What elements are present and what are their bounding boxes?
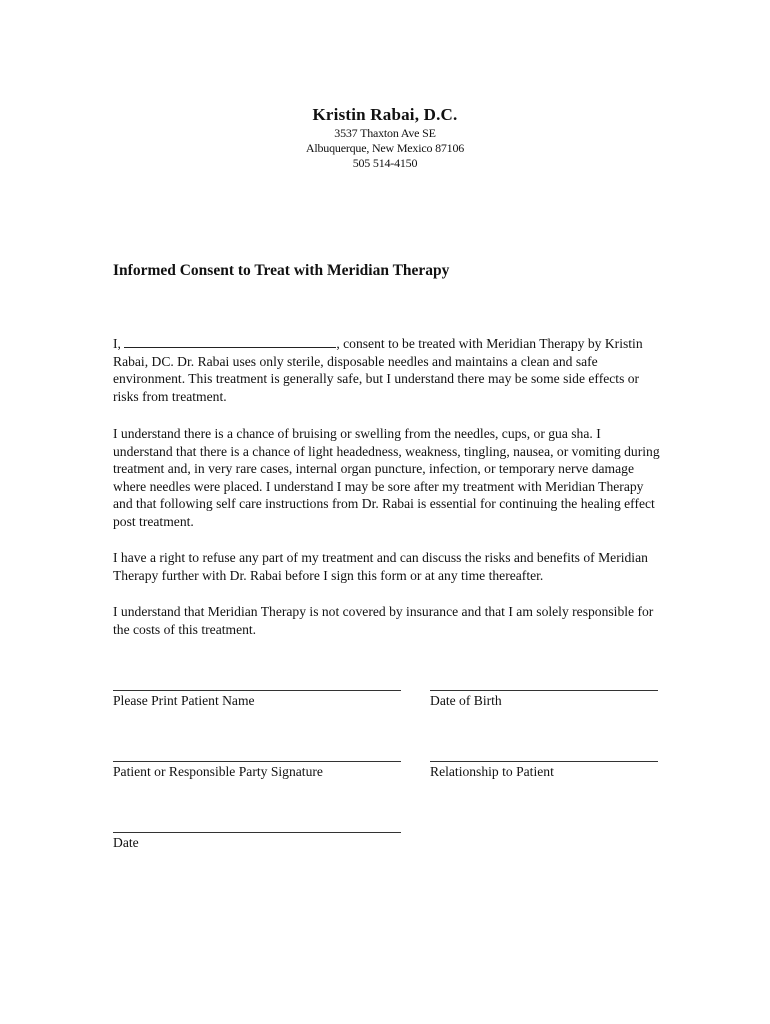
address-line-2: Albuquerque, New Mexico 87106 xyxy=(305,141,465,155)
practitioner-name: Kristin Rabai, D.C. xyxy=(312,105,458,124)
patient-name-label: Please Print Patient Name xyxy=(113,693,255,708)
address-line-1: 3537 Thaxton Ave SE xyxy=(334,126,436,140)
signature-label: Patient or Responsible Party Signature xyxy=(113,764,323,779)
signature-line[interactable] xyxy=(113,761,401,762)
patient-name-line[interactable] xyxy=(113,690,401,691)
paragraph-1-lead: I, xyxy=(113,336,121,351)
date-label: Date xyxy=(113,835,139,850)
date-of-birth-label: Date of Birth xyxy=(430,693,502,708)
letterhead xyxy=(0,104,770,171)
consent-paragraph-1 xyxy=(113,335,663,405)
consent-paragraph-4 xyxy=(113,603,663,638)
relationship-line[interactable] xyxy=(430,761,658,762)
paragraph-1-text: , consent to be treated with Meridian Therapy by Kristin Rabai, DC. Dr. Rabai uses only sterile, disposable needles and maintains a clean and safe environment. This treatment is generally safe, but I understand there may be some side effects or risks from treatment. xyxy=(113,336,643,404)
consent-paragraph-3 xyxy=(113,549,663,584)
document-title: Informed Consent to Treat with Meridian Therapy xyxy=(113,262,450,279)
paragraph-4-text: I understand that Meridian Therapy is not covered by insurance and that I am solely responsible for the costs of this treatment. xyxy=(113,604,654,637)
date-of-birth-line[interactable] xyxy=(430,690,658,691)
relationship-label: Relationship to Patient xyxy=(430,764,554,779)
patient-name-blank[interactable] xyxy=(124,335,336,348)
date-line[interactable] xyxy=(113,832,401,833)
phone-number: 505 514-4150 xyxy=(352,156,418,170)
paragraph-2-text: I understand there is a chance of bruising or swelling from the needles, cups, or gua sha. I understand that there is a chance of light headedness, weakness, tingling, nausea, or vomiting during treatment and, in very rare cases, internal organ puncture, infection, or temporary nerve damage where needles were placed. I understand I may be sore after my treatment with Meridian Therapy and that following self care instructions from Dr. Rabai is essential for continuing the healing effect post treatment. xyxy=(113,426,660,529)
consent-paragraph-2 xyxy=(113,425,663,531)
paragraph-3-text: I have a right to refuse any part of my treatment and can discuss the risks and benefits of Meridian Therapy further with Dr. Rabai before I sign this form or at any time thereafter. xyxy=(113,550,648,583)
